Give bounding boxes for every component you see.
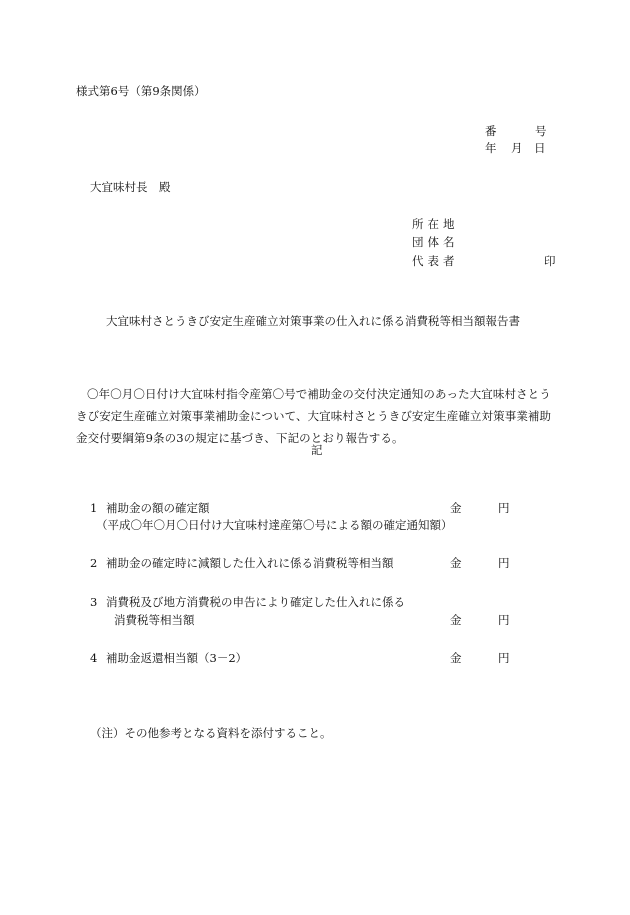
item-kin: 金: [450, 556, 462, 570]
number-go: 号: [535, 124, 547, 138]
item-number: 2: [90, 556, 98, 570]
addressee: 大宜味村長 殿: [90, 180, 171, 194]
item-kin: 金: [450, 651, 462, 665]
date-year: 年: [485, 141, 497, 155]
organization-label: 団体名: [412, 235, 459, 249]
item-yen: 円: [498, 613, 510, 627]
item-yen: 円: [498, 501, 510, 515]
address-label: 所在地: [412, 217, 459, 231]
item-label: 補助金の確定時に減額した仕入れに係る消費税等相当額: [106, 556, 394, 570]
item-label: 消費税及び地方消費税の申告により確定した仕入れに係る: [106, 595, 405, 609]
item-kin: 金: [450, 501, 462, 515]
item-kin: 金: [450, 613, 462, 627]
date-month: 月: [511, 141, 523, 155]
date-day: 日: [534, 141, 546, 155]
representative-label: 代表者: [412, 254, 459, 268]
ki-heading: 記: [311, 443, 323, 457]
item-yen: 円: [498, 556, 510, 570]
body-paragraph: 〇年〇月〇日付け大宜味村指令産第〇号で補助金の交付決定通知のあった大宜味村さとうきび安定生産確立対策事業補助金について、大宜味村さとうきび安定生産確立対策事業補助金交付要綱第9条の3の規定に基づき、下記のとおり報告する。: [76, 387, 552, 445]
item-label: 補助金の額の確定額: [106, 501, 210, 515]
item-number: 3: [90, 595, 98, 609]
form-label: 様式第6号（第9条関係）: [76, 84, 206, 98]
number-ban: 番: [485, 124, 497, 138]
item-number: 4: [90, 651, 98, 665]
footnote: （注）その他参考となる資料を添付すること。: [90, 726, 332, 740]
item-label: 補助金返還相当額（3－2）: [106, 651, 248, 665]
item-sub-note: （平成〇年〇月〇日付け大宜味村達産第〇号による額の確定通知額）: [96, 518, 453, 532]
item-number: 1: [90, 501, 98, 515]
item-label-continued: 消費税等相当額: [114, 613, 195, 627]
item-yen: 円: [498, 651, 510, 665]
seal-mark: 印: [544, 254, 556, 268]
document-title: 大宜味村さとうきび安定生産確立対策事業の仕入れに係る消費税等相当額報告書: [106, 314, 520, 328]
